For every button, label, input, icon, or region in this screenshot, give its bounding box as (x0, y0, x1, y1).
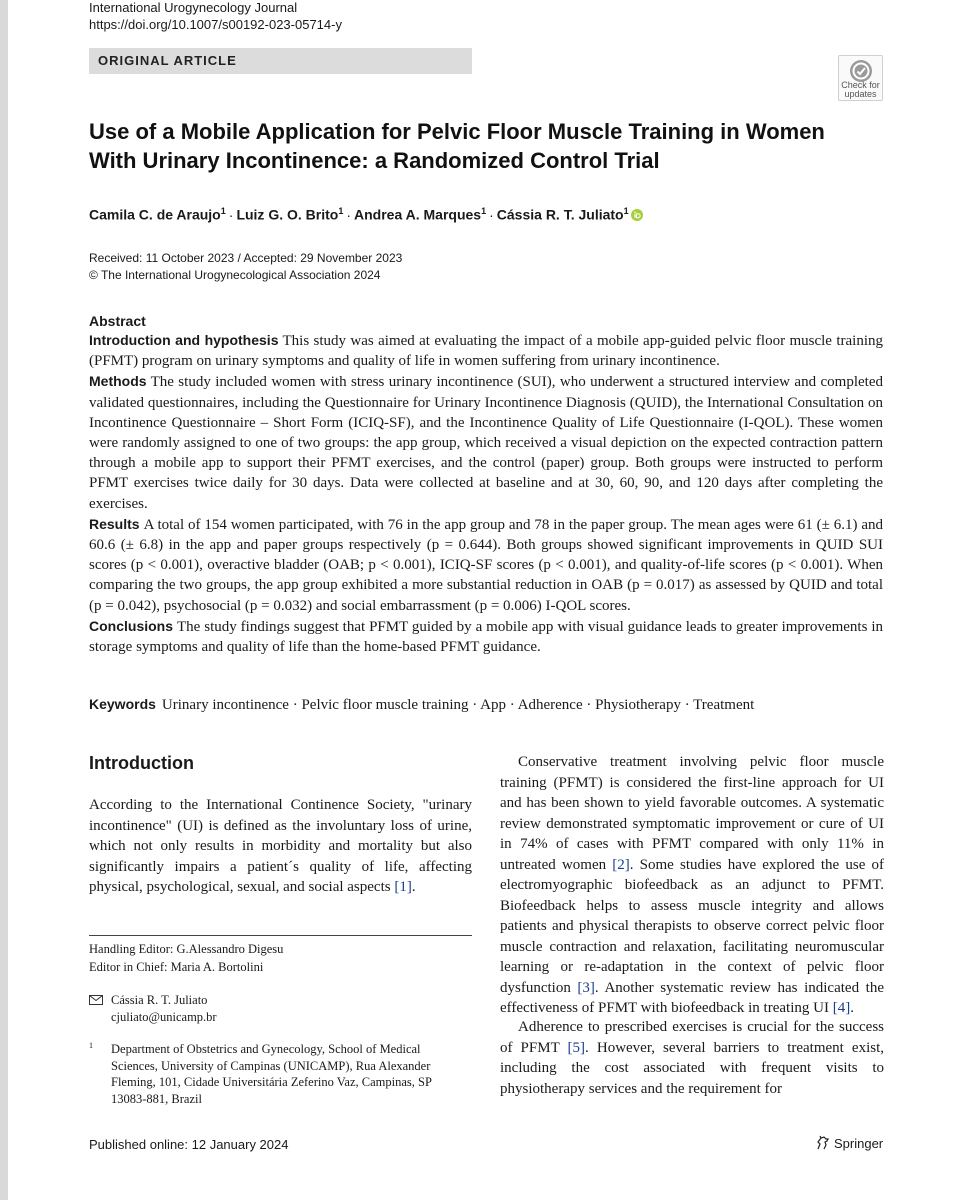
article-type-banner: ORIGINAL ARTICLE (89, 48, 472, 74)
page-edge-shadow (0, 0, 8, 1200)
publisher-logo (815, 1135, 883, 1153)
author-name[interactable]: Luiz G. O. Brito (236, 206, 339, 223)
springer-horse-icon (815, 1135, 831, 1151)
envelope-icon (89, 995, 103, 1005)
author-affiliation: 1 (220, 206, 226, 216)
footnote-divider (89, 935, 472, 936)
published-online-date: Published online: 12 January 2024 (89, 1137, 289, 1152)
abstract-label: Conclusions (89, 617, 174, 634)
introduction-paragraph: According to the International Continence Society, "urinary incontinence" (UI) is defined as the involuntary loss of urine, which not only results in morbidity and mortality but also significantly impairs a patient´s quality of life, affecting physical, psychological, sexual, and social aspects [1]. (89, 797, 472, 895)
received-accepted-dates: Received: 11 October 2023 / Accepted: 29 November 2023 (89, 251, 403, 265)
author-separator: · (228, 206, 234, 223)
copyright-notice: © The International Urogynecological Association 2024 (89, 268, 381, 282)
publisher-name: Springer (834, 1136, 884, 1151)
citation-link[interactable]: [1] (394, 879, 412, 895)
abstract-conclusions (89, 616, 883, 657)
author-affiliation: 1 (623, 206, 629, 216)
abstract-methods (89, 371, 883, 513)
keywords (89, 694, 883, 715)
citation-link[interactable]: [2] (612, 856, 630, 873)
doi-link[interactable]: https://doi.org/10.1007/s00192-023-05714-y (89, 17, 342, 32)
editor-info (89, 940, 472, 976)
author-name[interactable]: Cássia R. T. Juliato (496, 206, 624, 223)
affiliation-text: Department of Obstetrics and Gynecology, School of Medical Sciences, University of Campinas (UNICAMP), Rua Alexander Fleming, 101, Cidade Universitária Zeferino Vaz, Campinas, SP 13083-881, Brazil (111, 1042, 432, 1106)
article-title (89, 117, 849, 175)
abstract-text: The study included women with stress urinary incontinence (SUI), who underwent a structured interview and completed validated questionnaires, including the Questionnaire for Urinary Incontinence Diagnosis (QUID), the International Consultation on Incontinence Questionnaire – Short Form (ICIQ-SF), and the Incontinence Quality of Life Questionnaire (I-QOL). These women were randomly assigned to one of two groups: the app group, which received a visual depiction on the expected contraction pattern through a mobile app to support their PFMT exercises, and the control (paper) group. Both groups were instructed to perform PFMT exercises twice daily for 30 days. Data were collected at baseline and at 30, 60, 90, and 120 days after completing the exercises. (89, 374, 883, 512)
author-affiliation: 1 (338, 206, 344, 216)
title-line-2: With Urinary Incontinence: a Randomized Control Trial (89, 148, 660, 173)
abstract-section (89, 312, 883, 657)
keywords-label: Keywords (89, 696, 156, 712)
abstract-label: Results (89, 515, 140, 532)
abstract-label: Introduction and hypothesis (89, 332, 279, 348)
body-paragraph: Adherence to prescribed exercises is crucial for the success of PFMT [5]. However, several barriers to treatment exist, including the cost associated with frequent visits to physiotherapy services and the requirement for (500, 1019, 884, 1097)
abstract-text: The study findings suggest that PFMT guided by a mobile app with visual guidance leads to greater improvements in storage symptoms and quality of life than the home-based PFMT guidance. (89, 618, 883, 656)
abstract-heading: Abstract (89, 313, 146, 329)
check-for-updates-label: Check for updates (841, 80, 880, 99)
abstract-results (89, 514, 883, 616)
abstract-text: This study was aimed at evaluating the impact of a mobile app-guided pelvic floor muscle training (PFMT) program on urinary symptoms and quality of life in women suffering from urinary incontinence. (89, 333, 883, 370)
body-paragraph: Conservative treatment involving pelvic floor muscle training (PFMT) is considered the first-line approach for UI and has been shown to yield favorable outcomes. A systematic review demonstrated symptomatic improvement or cure of UI in 74% of cases with PFMT compared with only 11% in untreated women [2]. Some studies have explored the use of electromyographic biofeedback as an adjunct to PFMT. Biofeedback helps to assess muscle integrity and allows patients and physical therapists to observe correct pelvic floor muscle contraction and relaxation, facilitating neuromuscular learning or re-adaptation in the context of pelvic floor dysfunction [3]. Another systematic review has indicated the effectiveness of PFMT with biofeedback in treating UI [4]. (500, 754, 884, 1016)
corresponding-author-email[interactable]: cjuliato@unicamp.br (111, 1010, 217, 1024)
orcid-icon[interactable] (631, 209, 643, 221)
abstract-text: A total of 154 women participated, with 76 in the app group and 78 in the paper group. The mean ages were 61 (± 6.1) and 60.6 (± 6.8) in the app and paper groups respectively (p = 0.644). Both groups showed significant improvements in QUID SUI scores (p < 0.001), overactive bladder (OAB; p < 0.001), ICIQ-SF scores (p < 0.001), and quality-of-life scores (p < 0.001). When comparing the two groups, the app group exhibited a more substantial reduction in OAB (p = 0.017) as assessed by QUID and total (p = 0.042), psychosocial (p = 0.032) and social embarrassment (p = 0.006) I-QOL scores. (89, 516, 883, 614)
abstract-introduction (89, 330, 883, 371)
citation-link[interactable]: [4] (832, 1000, 851, 1016)
abstract-label: Methods (89, 373, 147, 390)
journal-name: International Urogynecology Journal (89, 0, 298, 15)
check-for-updates-badge[interactable] (838, 55, 883, 101)
affiliation-number: 1 (89, 1041, 93, 1050)
introduction-heading: Introduction (89, 753, 194, 773)
editor-in-chief: Editor in Chief: Maria A. Bortolini (89, 960, 264, 974)
author-affiliation: 1 (481, 206, 487, 216)
author-separator: · (489, 206, 494, 223)
citation-link[interactable]: [5] (567, 1039, 586, 1056)
author-list (89, 202, 643, 224)
author-name[interactable]: Camila C. de Araujo (89, 206, 221, 223)
author-name[interactable]: Andrea A. Marques (354, 206, 482, 223)
keywords-list: Urinary incontinence · Pelvic floor muscle training · App · Adherence · Physiotherapy · Treatment (161, 697, 755, 713)
title-line-1: Use of a Mobile Application for Pelvic Floor Muscle Training in Women (89, 119, 825, 144)
citation-link[interactable]: [3] (577, 979, 595, 996)
handling-editor: Handling Editor: G.Alessandro Digesu (89, 942, 284, 956)
corresponding-author-name: Cássia R. T. Juliato (111, 993, 208, 1007)
author-separator: · (346, 206, 352, 223)
